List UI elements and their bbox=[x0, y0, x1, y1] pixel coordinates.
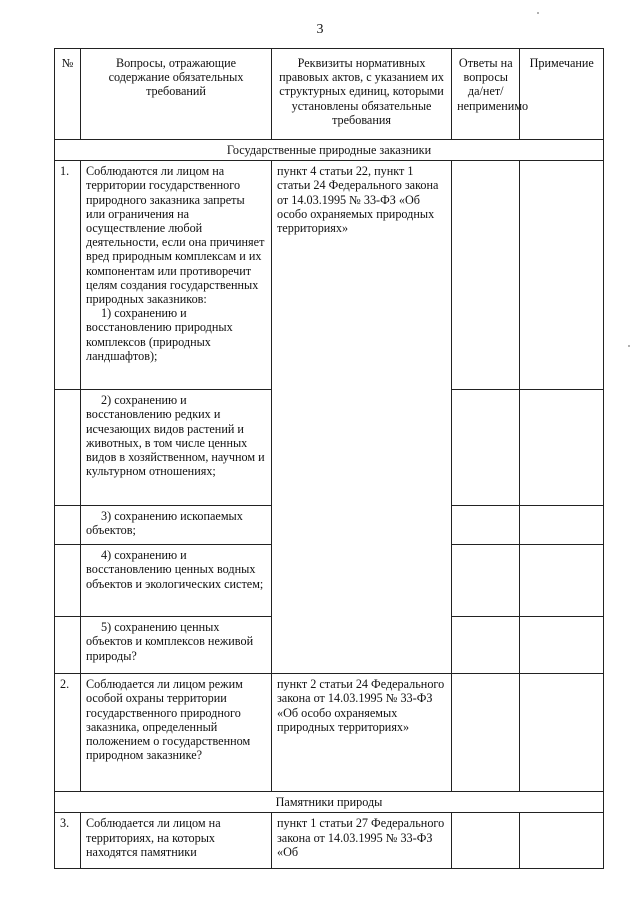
question-text: Соблюдаются ли лицом на территории государственного природного заказника запреты или ограничения на осуществление любой деятельности, если она причиняет вред природным комплексам и их компонентам или противоречит целям создания государственных природных заказников: bbox=[86, 164, 265, 307]
section-title: Памятники природы bbox=[55, 792, 604, 813]
subitem-text: 2) сохранению и восстановлению редких и исчезающих видов растений и животных, в том числе ценных видов в хозяйственном, научном и культурном отношениях; bbox=[86, 393, 265, 479]
question-cell: Соблюдается ли лицом на территориях, на которых находятся памятники bbox=[81, 813, 272, 869]
header-notes: Примечание bbox=[520, 49, 604, 140]
note-cell[interactable] bbox=[520, 813, 604, 869]
question-cell bbox=[81, 161, 272, 390]
header-number: № bbox=[55, 49, 81, 140]
header-answers: Ответы на вопросы да/нет/неприменимо bbox=[452, 49, 520, 140]
answer-cell[interactable] bbox=[452, 390, 520, 506]
row-number: 1. bbox=[55, 161, 81, 390]
scan-speck bbox=[628, 345, 630, 347]
header-requisites: Реквизиты нормативных правовых актов, с указанием их структурных единиц, которыми установлены обязательные требования bbox=[271, 49, 451, 140]
row-number: 3. bbox=[55, 813, 81, 869]
section-row bbox=[55, 792, 604, 813]
answer-cell[interactable] bbox=[452, 506, 520, 545]
row-number bbox=[55, 545, 81, 617]
note-cell[interactable] bbox=[520, 674, 604, 792]
section-row bbox=[55, 140, 604, 161]
requisite-cell: пункт 1 статьи 27 Федерального закона от 14.03.1995 № 33-ФЗ «Об bbox=[271, 813, 451, 869]
subitem-text: 5) сохранению ценных объектов и комплексов неживой природы? bbox=[86, 620, 254, 663]
row-number bbox=[55, 506, 81, 545]
subitem-text: 3) сохранению ископаемых объектов; bbox=[86, 509, 243, 538]
table-row bbox=[55, 161, 604, 390]
question-cell bbox=[81, 545, 272, 617]
note-cell[interactable] bbox=[520, 161, 604, 390]
answer-cell[interactable] bbox=[452, 617, 520, 674]
section-title: Государственные природные заказники bbox=[55, 140, 604, 161]
requisite-cell: пункт 4 статьи 22, пункт 1 статьи 24 Федерального закона от 14.03.1995 № 33-ФЗ «Об особо охраняемых природных территориях» bbox=[271, 161, 451, 674]
row-number bbox=[55, 390, 81, 506]
note-cell[interactable] bbox=[520, 617, 604, 674]
table-row bbox=[55, 674, 604, 792]
subitem-text: 4) сохранению и восстановлению ценных водных объектов и экологических систем; bbox=[86, 548, 264, 591]
scan-speck bbox=[537, 12, 539, 14]
note-cell[interactable] bbox=[520, 545, 604, 617]
answer-cell[interactable] bbox=[452, 813, 520, 869]
question-cell bbox=[81, 390, 272, 506]
note-cell[interactable] bbox=[520, 506, 604, 545]
row-number bbox=[55, 617, 81, 674]
page-number: 3 bbox=[316, 22, 324, 37]
row-number: 2. bbox=[55, 674, 81, 792]
answer-cell[interactable] bbox=[452, 674, 520, 792]
question-cell: Соблюдается ли лицом режим особой охраны территории государственного природного заказника, определенный положением о государственном природном заказнике? bbox=[81, 674, 272, 792]
question-cell bbox=[81, 506, 272, 545]
table-row bbox=[55, 813, 604, 869]
answer-cell[interactable] bbox=[452, 545, 520, 617]
note-cell[interactable] bbox=[520, 390, 604, 506]
requirements-table bbox=[54, 48, 604, 869]
question-cell bbox=[81, 617, 272, 674]
answer-cell[interactable] bbox=[452, 161, 520, 390]
table-header-row bbox=[55, 49, 604, 140]
header-questions: Вопросы, отражающие содержание обязательных требований bbox=[81, 49, 272, 140]
requisite-cell: пункт 2 статьи 24 Федерального закона от 14.03.1995 № 33-ФЗ «Об особо охраняемых природных территориях» bbox=[271, 674, 451, 792]
subitem-text: 1) сохранению и восстановлению природных комплексов (природных ландшафтов); bbox=[86, 306, 233, 363]
